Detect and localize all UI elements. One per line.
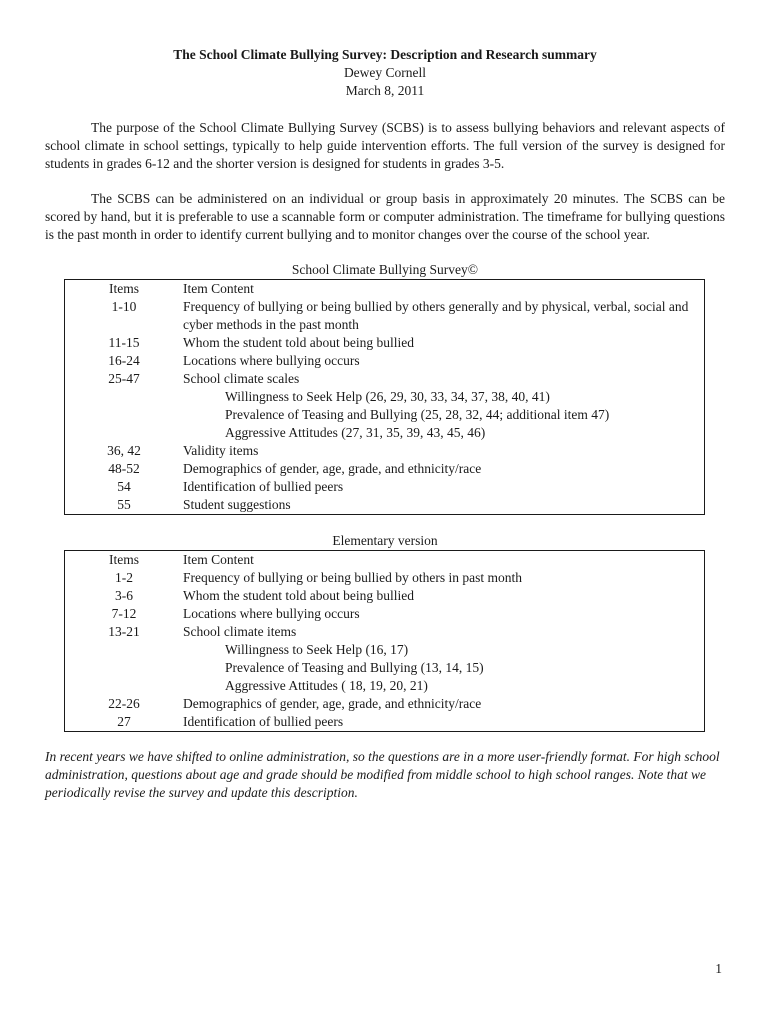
item-range: 27 [117,714,131,729]
item-subscale: Prevalence of Teasing and Bullying (13, 14, 15) [225,660,484,675]
table-header-row [65,280,705,299]
item-range: 25-47 [108,371,140,386]
items-column-header: Items [109,281,139,296]
item-range: 16-24 [108,353,140,368]
item-range [65,677,184,695]
item-content: Student suggestions [183,497,291,512]
item-range: 54 [117,479,131,494]
document-title: The School Climate Bullying Survey: Description and Research summary [173,47,597,62]
table-row [65,478,705,496]
table-row [65,406,705,424]
table-row [65,677,705,695]
item-content: Demographics of gender, age, grade, and ethnicity/race [183,696,482,711]
table-row [65,352,705,370]
document-header [45,46,725,100]
table-row [65,334,705,352]
table-row [65,713,705,732]
item-range: 13-21 [108,624,140,639]
item-range: 1-2 [115,570,133,585]
table-row [65,569,705,587]
item-subscale: Aggressive Attitudes ( 18, 19, 20, 21) [225,678,428,693]
table-row [65,659,705,677]
table-row [65,641,705,659]
item-content: Validity items [183,443,259,458]
item-content: Frequency of bullying or being bullied by others generally and by physical, verbal, social and cyber methods in the past month [183,299,689,332]
item-range: 7-12 [111,606,137,621]
item-subscale: Aggressive Attitudes (27, 31, 35, 39, 43, 45, 46) [225,425,486,440]
item-content: School climate scales [183,371,300,386]
table-row [65,460,705,478]
item-range [65,424,184,442]
item-range [65,388,184,406]
table-header-row [65,551,705,570]
item-content: School climate items [183,624,297,639]
item-range [65,406,184,424]
item-range [65,659,184,677]
item-range: 48-52 [108,461,140,476]
item-content: Frequency of bullying or being bullied by others in past month [183,570,522,585]
content-column-header: Item Content [183,552,254,567]
item-content: Locations where bullying occurs [183,606,360,621]
table-row [65,388,705,406]
item-content: Demographics of gender, age, grade, and ethnicity/race [183,461,482,476]
author-name: Dewey Cornell [343,65,427,80]
item-subscale: Prevalence of Teasing and Bullying (25, 28, 32, 44; additional item 47) [225,407,610,422]
item-range: 36, 42 [107,443,141,458]
item-range: 22-26 [108,696,140,711]
content-column-header: Item Content [183,281,254,296]
item-subscale: Willingness to Seek Help (26, 29, 30, 33, 34, 37, 38, 40, 41) [225,389,550,404]
item-content: Whom the student told about being bullied [183,335,414,350]
table-row [65,370,705,388]
table-row [65,442,705,460]
table-row [65,623,705,641]
item-range [65,641,184,659]
document-date: March 8, 2011 [345,83,425,98]
table-row [65,298,705,334]
page-number: 1 [715,961,722,976]
item-range: 1-10 [111,299,137,314]
item-content: Locations where bullying occurs [183,353,360,368]
items-column-header: Items [109,552,139,567]
document-page [45,46,725,802]
item-range: 11-15 [108,335,140,350]
full-survey-table [64,279,705,515]
item-content: Identification of bullied peers [183,714,344,729]
item-content: Whom the student told about being bullied [183,588,414,603]
elementary-version-caption: Elementary version [332,533,438,548]
table-row [65,695,705,713]
elementary-version-table [64,550,705,732]
online-administration-note: In recent years we have shifted to online administration, so the questions are in a more user-friendly format. For high school administration, questions about age and grade should be modified from middle school to high school ranges. Note that we periodically revise the survey and update this description. [45,749,720,800]
item-subscale: Willingness to Seek Help (16, 17) [225,642,409,657]
purpose-paragraph: The purpose of the School Climate Bullying Survey (SCBS) is to assess bullying behaviors and relevant aspects of school climate in school settings, typically to help guide intervention efforts. The full version of the survey is designed for students in grades 6-12 and the shorter version is designed for students in grades 3-5. [45,120,725,171]
table-row [65,496,705,515]
table-row [65,424,705,442]
full-survey-caption: School Climate Bullying Survey© [291,262,479,277]
item-range: 55 [117,497,131,512]
item-content: Identification of bullied peers [183,479,344,494]
table-row [65,587,705,605]
item-range: 3-6 [115,588,133,603]
table-row [65,605,705,623]
administration-paragraph: The SCBS can be administered on an individual or group basis in approximately 20 minutes. The SCBS can be scored by hand, but it is preferable to use a scannable form or computer administration. The timeframe for bullying questions is the past month in order to identify current bullying and to monitor changes over the course of the school year. [45,191,725,242]
